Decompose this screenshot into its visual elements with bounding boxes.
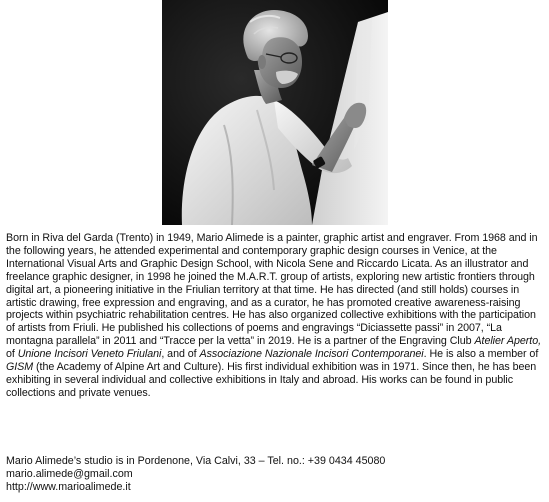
biography-text <box>6 232 544 400</box>
portrait-illustration <box>162 0 388 225</box>
club-name: Atelier Aperto, <box>474 335 542 348</box>
bio-text-part1: Born in Riva del Garda (Trento) in 1949, Mario Alimede is a painter, graphic artist and engraver. From 1968 and in the following years, he attended experimental and contemporary graphic design courses in Venice, at the International Visual Arts and Graphic Design School, with Nicola Sene and Riccardo Licata. As an illustrator and freelance graphic designer, in 1998 he joined the M.A.R.T. group of artists, exploring new artistic frontiers through digital art, a pioneering initiative in the Friulian territory at that time. He has directed (and still holds) courses in artistic drawing, free expression and engraving, and as a curator, he has promoted creative awareness-raising projects within psychiatric rehabilitation centres. He has also organized collective exhibitions with the participation of artists from Friuli. He published his collections of poems and engravings “Diciassette passi” in 2007, “La montagna parallela” in 2011 and “Tracce per la vetta” in 2019. He is a partner of the Engraving Club <box>6 232 538 348</box>
bio-text-part5: (the Academy of Alpine Art and Culture). His first individual exhibition was in 1971. Since then, he has been exhibiting in several individual and collective exhibitions in Italy and abroad. His works can be found in public collections and private venues. <box>6 361 537 399</box>
website-link[interactable]: http://www.marioalimede.it <box>6 480 131 493</box>
studio-address: Mario Alimede’s studio is in Pordenone, Via Calvi, 33 – Tel. no.: +39 0434 45080 <box>6 455 386 467</box>
biography-paragraph <box>6 232 544 400</box>
bio-text-part3: , and of <box>161 348 200 361</box>
artist-portrait-photo <box>162 0 388 225</box>
gism-name: GISM <box>6 361 34 374</box>
email-link[interactable]: mario.alimede@gmail.com <box>6 467 133 480</box>
bio-text-part2: of <box>6 348 18 361</box>
association-name: Associazione Nazionale Incisori Contemporanei <box>199 348 424 361</box>
union-name: Unione Incisori Veneto Friulani <box>17 348 162 361</box>
contact-block <box>6 455 544 494</box>
bio-text-part4: . He is also a member of <box>423 348 539 361</box>
